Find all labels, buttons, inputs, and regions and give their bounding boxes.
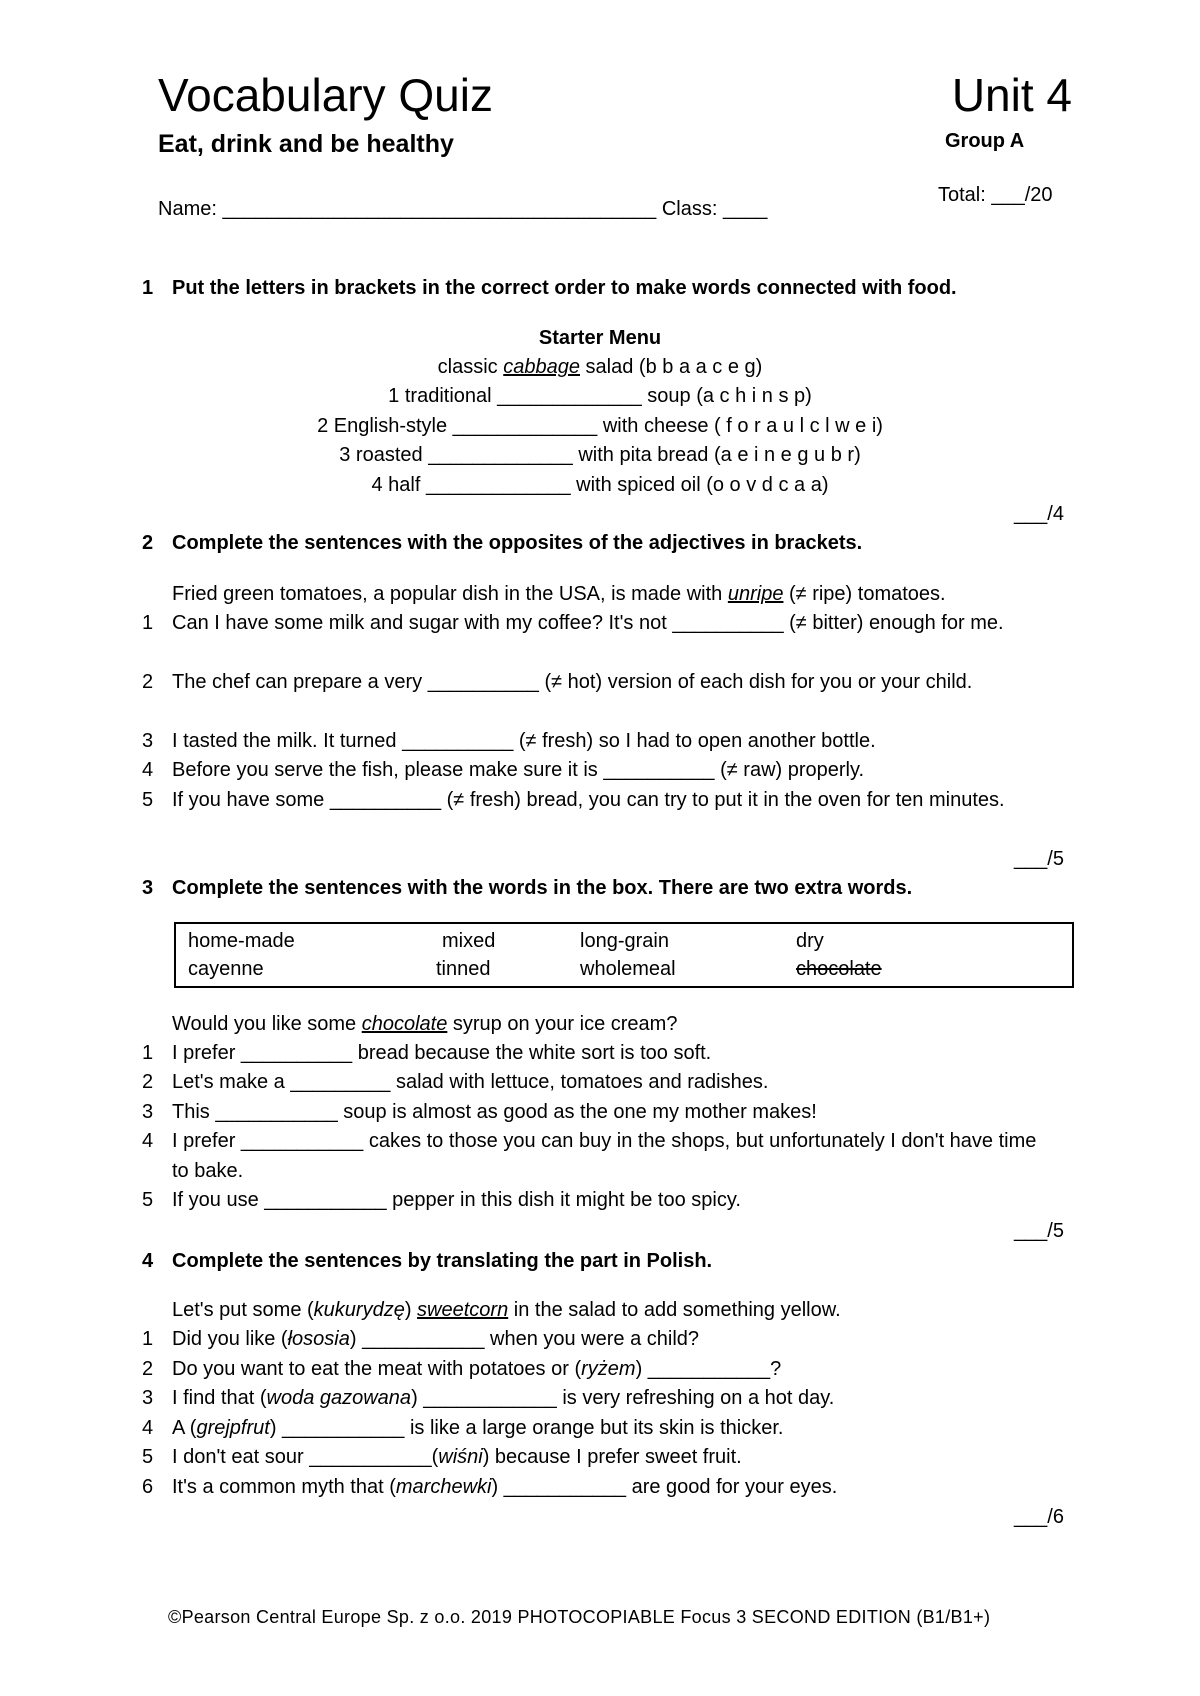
question-item — [142, 756, 1042, 786]
example-sentence — [142, 580, 1042, 610]
item-text: ) ___________ when you were a child? — [349, 1328, 700, 1350]
item-text: I find that ( — [172, 1387, 267, 1409]
question-item — [142, 727, 1042, 757]
item-text: ) ___________ are good for your eyes. — [491, 1476, 838, 1498]
example-text: Would you like some — [172, 1013, 362, 1035]
question-item — [142, 1384, 1042, 1414]
item-text: I tasted the milk. It turned __________ (≠ fresh) so I had to open another bottle. — [172, 730, 876, 752]
question-item — [142, 1098, 1042, 1128]
word-box-item: home-made — [188, 930, 295, 952]
item-text: I prefer ___________ cakes to those you can buy in the shops, but unfortunately I don't have time to bake. — [172, 1130, 1037, 1182]
question-item — [142, 609, 1042, 639]
example-answer: chocolate — [361, 1013, 448, 1035]
item-text: A ( — [172, 1417, 197, 1439]
group-label: Group A — [945, 130, 1025, 152]
example-text: in the salad to add something yellow. — [508, 1299, 841, 1321]
item-text: Can I have some milk and sugar with my coffee? It's not __________ (≠ bitter) enough for me. — [172, 612, 1004, 634]
unit-label: Unit 4 — [951, 69, 1072, 121]
question-item — [142, 668, 1042, 698]
item-number: 1 — [142, 1042, 154, 1064]
question-1-score: ___/4 — [1013, 503, 1064, 525]
polish-phrase: wiśni — [438, 1446, 483, 1468]
menu-item: 3 roasted _____________ with pita bread (a e i n e g u b r) — [339, 444, 861, 466]
menu-example — [0, 353, 1200, 383]
example-answer: unripe — [727, 583, 784, 605]
question-item — [142, 1127, 1042, 1186]
item-text: The chef can prepare a very __________ (≠ hot) version of each dish for you or your child. — [172, 671, 973, 693]
question-item — [142, 1355, 1042, 1385]
item-number: 1 — [142, 612, 154, 634]
item-number: 2 — [142, 1358, 154, 1380]
question-1-instruction — [142, 277, 957, 300]
item-text: ) ___________? — [635, 1358, 782, 1380]
question-item — [142, 1068, 1042, 1098]
question-2-score: ___/5 — [1013, 848, 1064, 870]
item-text: Did you like ( — [172, 1328, 288, 1350]
word-box-item-used: chocolate — [796, 958, 882, 980]
question-number: 3 — [142, 877, 154, 899]
item-text: If you use ___________ pepper in this dish it might be too spicy. — [172, 1189, 741, 1211]
example-sentence — [142, 1010, 1042, 1040]
item-number: 4 — [142, 1130, 154, 1152]
item-number: 6 — [142, 1476, 154, 1498]
item-number: 3 — [142, 1387, 154, 1409]
question-item — [142, 1039, 1042, 1069]
question-2-instruction — [142, 532, 862, 555]
instruction-text: Complete the sentences with the words in the box. There are two extra words. — [172, 877, 913, 899]
example-text: salad (b b a a c e g) — [580, 356, 763, 378]
instruction-text: Complete the sentences by translating the part in Polish. — [172, 1250, 713, 1272]
instruction-text: Put the letters in brackets in the correct order to make words connected with food. — [172, 277, 957, 299]
item-text: It's a common myth that ( — [172, 1476, 396, 1498]
item-text: Before you serve the fish, please make sure it is __________ (≠ raw) properly. — [172, 759, 865, 781]
menu-title: Starter Menu — [538, 327, 662, 349]
question-3-instruction — [142, 877, 912, 900]
question-item — [142, 786, 1042, 816]
item-text: Do you want to eat the meat with potatoes or ( — [172, 1358, 582, 1380]
word-box-item: mixed — [442, 930, 496, 952]
item-number: 1 — [142, 1328, 154, 1350]
question-4-instruction — [142, 1250, 712, 1273]
menu-item: 1 traditional _____________ soup (a c h i n s p) — [388, 385, 812, 407]
word-box-item: dry — [796, 930, 824, 952]
question-3-score: ___/5 — [1013, 1220, 1064, 1242]
item-text: ) ____________ is very refreshing on a hot day. — [411, 1387, 835, 1409]
question-item — [142, 1325, 1042, 1355]
word-box-item: cayenne — [188, 958, 264, 980]
page-title: Vocabulary Quiz — [158, 69, 493, 121]
polish-phrase: grejpfrut — [196, 1417, 270, 1439]
item-text: ) because I prefer sweet fruit. — [482, 1446, 742, 1468]
item-number: 2 — [142, 1071, 154, 1093]
item-text: Let's make a _________ salad with lettuce, tomatoes and radishes. — [172, 1071, 769, 1093]
question-item — [142, 1186, 1042, 1216]
word-box-item: tinned — [436, 958, 491, 980]
example-text: ) — [404, 1299, 418, 1321]
item-text: I prefer __________ bread because the white sort is too soft. — [172, 1042, 712, 1064]
page-subtitle: Eat, drink and be healthy — [158, 130, 454, 158]
question-number: 4 — [142, 1250, 154, 1272]
example-sentence — [142, 1296, 1042, 1326]
instruction-text: Complete the sentences with the opposites of the adjectives in brackets. — [172, 532, 863, 554]
item-number: 3 — [142, 1101, 154, 1123]
item-number: 5 — [142, 1189, 154, 1211]
question-number: 2 — [142, 532, 154, 554]
item-text: This ___________ soup is almost as good as the one my mother makes! — [172, 1101, 817, 1123]
item-text: I don't eat sour ___________( — [172, 1446, 439, 1468]
item-number: 4 — [142, 759, 154, 781]
word-box-item: long-grain — [580, 930, 669, 952]
question-4-score: ___/6 — [1013, 1506, 1064, 1528]
question-item — [142, 1443, 1042, 1473]
example-text: Let's put some ( — [172, 1299, 314, 1321]
menu-item: 4 half _____________ with spiced oil (o o v d c a a) — [371, 474, 829, 496]
item-number: 5 — [142, 1446, 154, 1468]
question-item — [142, 1414, 1042, 1444]
item-text: If you have some __________ (≠ fresh) bread, you can try to put it in the oven for ten minutes. — [172, 789, 1005, 811]
copyright-footer: ©Pearson Central Europe Sp. z o.o. 2019 PHOTOCOPIABLE Focus 3 SECOND EDITION (B1/B1+) — [168, 1607, 991, 1627]
name-class-line: Name: _______________________________________ Class: ____ — [158, 198, 768, 220]
item-number: 3 — [142, 730, 154, 752]
example-text: classic — [437, 356, 504, 378]
polish-phrase: kukurydzę — [313, 1299, 405, 1321]
item-number: 2 — [142, 671, 154, 693]
example-text: syrup on your ice cream? — [447, 1013, 678, 1035]
polish-phrase: marchewki — [395, 1476, 492, 1498]
menu-item: 2 English-style _____________ with cheese ( f o r a u l c l w e i) — [317, 415, 883, 437]
polish-phrase: łososia — [287, 1328, 350, 1350]
item-number: 4 — [142, 1417, 154, 1439]
polish-phrase: ryżem — [581, 1358, 636, 1380]
word-box — [174, 922, 1074, 988]
item-number: 5 — [142, 789, 154, 811]
question-item — [142, 1473, 1042, 1503]
total-score: Total: ___/20 — [938, 184, 1053, 206]
question-number: 1 — [142, 277, 154, 299]
word-box-item: wholemeal — [580, 958, 676, 980]
example-answer: sweetcorn — [417, 1299, 509, 1321]
polish-phrase: woda gazowana — [266, 1387, 412, 1409]
item-text: ) ___________ is like a large orange but its skin is thicker. — [269, 1417, 784, 1439]
example-text: Fried green tomatoes, a popular dish in the USA, is made with — [172, 583, 728, 605]
example-answer: cabbage — [503, 356, 580, 378]
example-text: (≠ ripe) tomatoes. — [783, 583, 946, 605]
